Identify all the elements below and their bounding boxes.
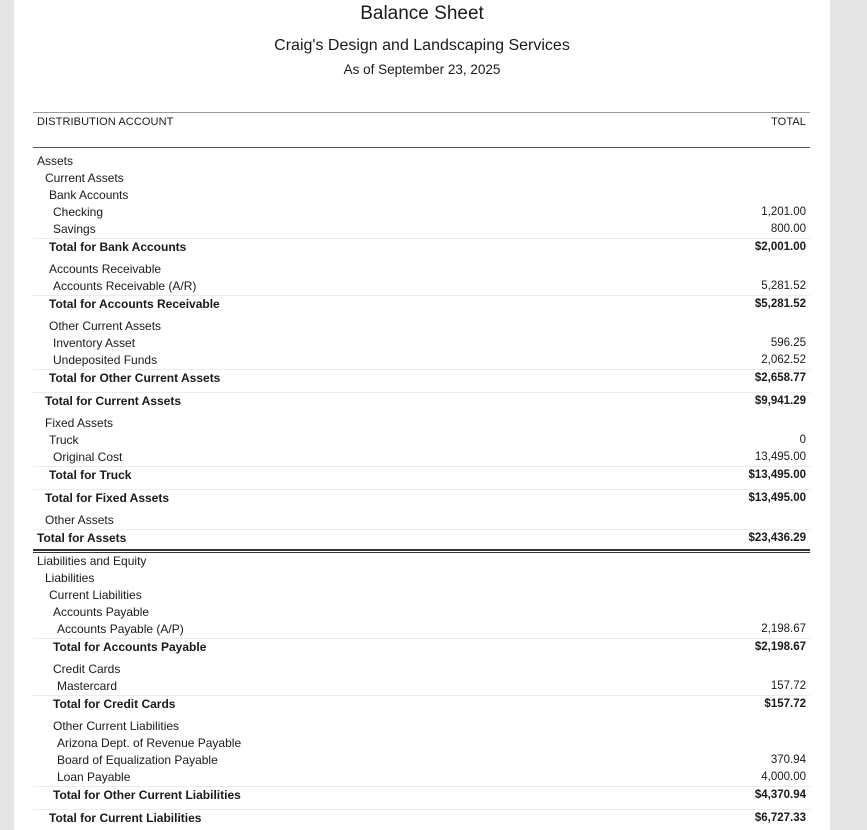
- table-row: [33, 261, 810, 278]
- table-row: [33, 352, 810, 369]
- column-header-total[interactable]: TOTAL: [771, 116, 806, 128]
- account-label: Total for Credit Cards: [53, 697, 176, 711]
- table-row: [33, 604, 810, 621]
- account-label: Savings: [53, 222, 96, 236]
- account-label: Mastercard: [57, 679, 118, 693]
- amount-value[interactable]: 800.00: [770, 223, 806, 235]
- amount-value[interactable]: 5,281.52: [761, 280, 806, 292]
- account-label: Checking: [53, 205, 104, 219]
- account-label: Liabilities and Equity: [37, 554, 147, 568]
- account-label: Other Assets: [45, 513, 114, 527]
- account-label: Bank Accounts: [49, 188, 129, 202]
- table-row: [33, 170, 810, 187]
- amount-value[interactable]: 596.25: [770, 337, 806, 349]
- table-row: [33, 153, 810, 170]
- account-label: Other Current Liabilities: [53, 719, 180, 733]
- report-date: As of September 23, 2025: [343, 62, 501, 77]
- table-body: [33, 148, 810, 827]
- account-label: Total for Accounts Receivable: [49, 297, 220, 311]
- account-label: Accounts Payable: [53, 605, 150, 619]
- amount-value[interactable]: 1,201.00: [761, 206, 806, 218]
- account-label: Total for Other Current Assets: [49, 371, 221, 385]
- table-row: [33, 415, 810, 432]
- balance-sheet-table: [33, 112, 810, 827]
- account-label: Truck: [49, 433, 79, 447]
- account-label: Total for Bank Accounts: [49, 240, 187, 254]
- amount-value[interactable]: 13,495.00: [754, 451, 806, 463]
- account-label: Total for Fixed Assets: [45, 491, 170, 505]
- amount-value[interactable]: 157.72: [770, 680, 806, 692]
- total-row: [33, 786, 810, 804]
- amount-value[interactable]: $13,495.00: [748, 469, 806, 481]
- amount-value[interactable]: 2,062.52: [761, 354, 806, 366]
- report-title: Balance Sheet: [360, 3, 484, 24]
- amount-value[interactable]: 0: [799, 434, 806, 446]
- account-label: Total for Current Liabilities: [49, 811, 202, 825]
- table-row: [33, 278, 810, 295]
- amount-value[interactable]: $6,727.33: [754, 812, 806, 824]
- account-label: Original Cost: [53, 450, 123, 464]
- account-label: Accounts Receivable (A/R): [53, 279, 197, 293]
- amount-value[interactable]: $2,198.67: [754, 641, 806, 653]
- table-row: [33, 718, 810, 735]
- account-label: Total for Accounts Payable: [53, 640, 207, 654]
- table-row: [33, 587, 810, 604]
- table-row: [33, 678, 810, 695]
- account-label: Undeposited Funds: [53, 353, 158, 367]
- table-row: [33, 449, 810, 466]
- table-row: [33, 204, 810, 221]
- account-label: Accounts Receivable: [49, 262, 162, 276]
- table-row: [33, 570, 810, 587]
- table-row: [33, 335, 810, 352]
- table-row: [33, 621, 810, 638]
- table-row: [33, 752, 810, 769]
- table-row: [33, 512, 810, 529]
- account-label: Total for Other Current Liabilities: [53, 788, 241, 802]
- total-row: [33, 489, 810, 507]
- table-row: [33, 769, 810, 786]
- account-label: Board of Equalization Payable: [57, 753, 218, 767]
- account-label: Liabilities: [45, 571, 95, 585]
- account-label: Loan Payable: [57, 770, 131, 784]
- amount-value[interactable]: $2,001.00: [754, 241, 806, 253]
- table-header: [33, 112, 810, 148]
- table-row: [33, 735, 810, 752]
- total-row: [33, 238, 810, 256]
- table-row: [33, 432, 810, 449]
- amount-value[interactable]: $13,495.00: [748, 492, 806, 504]
- report-page: [14, 0, 830, 830]
- account-label: Current Liabilities: [49, 588, 142, 602]
- account-label: Other Current Assets: [49, 319, 162, 333]
- table-row: [33, 187, 810, 204]
- account-label: Accounts Payable (A/P): [57, 622, 184, 636]
- total-row: [33, 638, 810, 656]
- amount-value[interactable]: $9,941.29: [754, 395, 806, 407]
- account-label: Inventory Asset: [53, 336, 136, 350]
- table-row: [33, 318, 810, 335]
- table-row: [33, 221, 810, 238]
- company-name: Craig's Design and Landscaping Services: [274, 37, 570, 54]
- amount-value[interactable]: 4,000.00: [761, 771, 806, 783]
- account-label: Assets: [37, 154, 74, 168]
- table-row: [33, 661, 810, 678]
- account-label: Total for Current Assets: [45, 394, 182, 408]
- account-label: Total for Truck: [49, 468, 132, 482]
- total-row: [33, 392, 810, 410]
- amount-value[interactable]: 370.94: [770, 754, 806, 766]
- account-label: Total for Assets: [37, 531, 127, 545]
- total-row: [33, 695, 810, 713]
- amount-value[interactable]: $23,436.29: [748, 532, 806, 544]
- total-row: [33, 295, 810, 313]
- amount-value[interactable]: $157.72: [764, 698, 806, 710]
- total-row: [33, 369, 810, 387]
- account-label: Fixed Assets: [45, 416, 114, 430]
- total-row: [33, 466, 810, 484]
- account-label: Credit Cards: [53, 662, 121, 676]
- amount-value[interactable]: $4,370.94: [754, 789, 806, 801]
- account-label: Arizona Dept. of Revenue Payable: [57, 736, 242, 750]
- total-row: [33, 809, 810, 827]
- total-row: [33, 529, 810, 547]
- table-row: [33, 553, 810, 570]
- amount-value[interactable]: 2,198.67: [761, 623, 806, 635]
- amount-value[interactable]: $2,658.77: [754, 372, 806, 384]
- column-header-account[interactable]: DISTRIBUTION ACCOUNT: [37, 116, 174, 128]
- amount-value[interactable]: $5,281.52: [754, 298, 806, 310]
- account-label: Current Assets: [45, 171, 124, 185]
